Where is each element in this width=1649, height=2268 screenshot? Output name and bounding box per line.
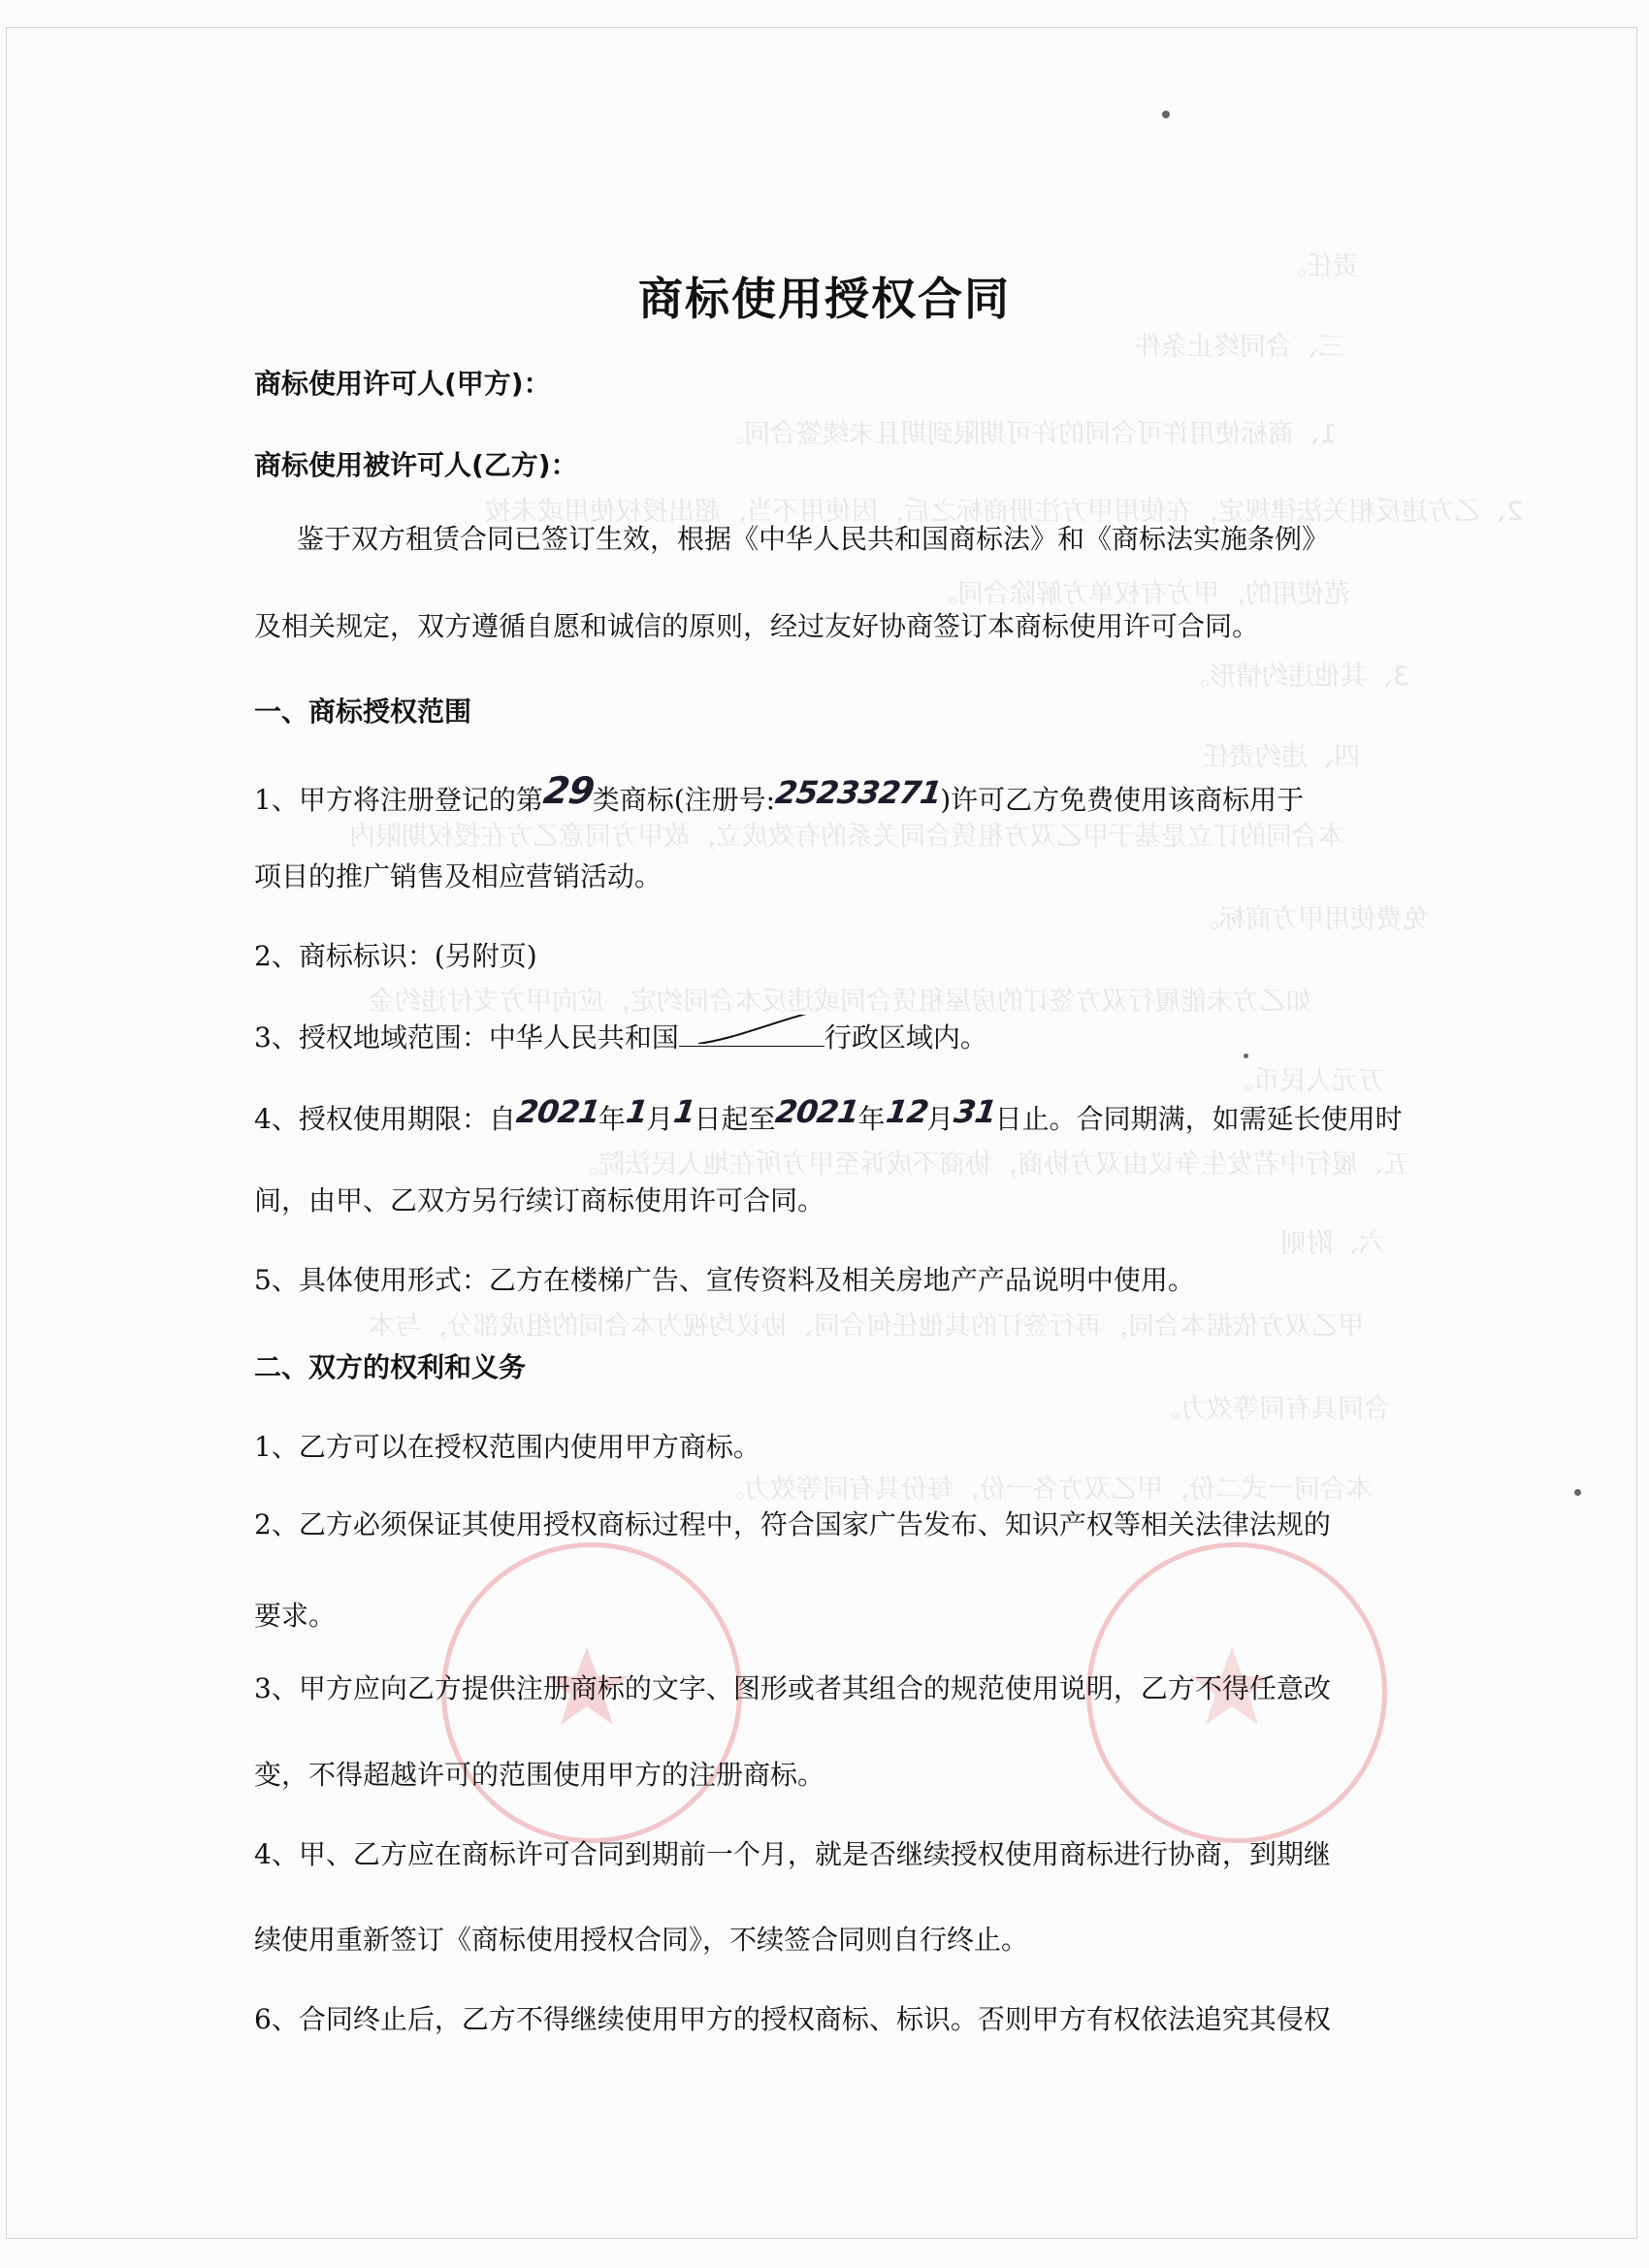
clause-2-3-line-1: 3、甲方应向乙方提供注册商标的文字、图形或者其组合的规范使用说明，乙方不得任意改 (254, 1672, 1331, 1704)
clause-1-1-prefix: 1、甲方将注册登记的第 (254, 784, 543, 816)
bleed-through-text: 如乙方未能履行双方签订的房屋租赁合同或违反本合同约定，应向甲方支付违约金 (369, 987, 1311, 1017)
clause-1-1-line-2: 项目的推广销售及相应营销活动。 (254, 860, 663, 892)
clause-2-4-line-2: 续使用重新签订《商标使用授权合同》，不续签合同则自行终止。 (254, 1924, 1029, 1956)
bleed-through-text: 五、履行中若发生争议由双方协商，协商不成诉至甲方所在地人民法院。 (572, 1150, 1410, 1180)
clause-1-5: 5、具体使用形式：乙方在楼梯广告、宣传资料及相关房地产产品说明中使用。 (254, 1264, 1195, 1296)
clause-1-4 (254, 1093, 1403, 1135)
scan-speck (1162, 111, 1170, 118)
clause-2-1: 1、乙方可以在授权范围内使用甲方商标。 (254, 1431, 760, 1463)
handwritten-registration-number: 25233271 (773, 774, 944, 811)
clause-2-4-line-1: 4、甲、乙方应在商标许可合同到期前一个月，就是否继续授权使用商标进行协商，到期继 (254, 1838, 1331, 1870)
intro-paragraph-line-1: 鉴于双方租赁合同已签订生效，根据《中华人民共和国商标法》和《商标法实施条例》 (297, 523, 1330, 555)
clause-2-3-line-2: 变，不得超越许可的范围使用甲方的注册商标。 (254, 1759, 825, 1791)
handwritten-trademark-class: 29 (540, 769, 597, 812)
bleed-through-text: 本合同的订立是基于甲乙双方租赁合同关系的有效成立，故甲方同意乙方在授权期限内 (349, 822, 1344, 852)
handwritten-start-month: 1 (624, 1093, 650, 1130)
handwritten-end-year: 2021 (773, 1093, 862, 1130)
bleed-through-text: 合同具有同等效力。 (1154, 1394, 1390, 1424)
bleed-through-text: 责任。 (1280, 251, 1359, 281)
clause-1-4-prefix: 4、授权使用期限：自 (254, 1103, 516, 1135)
clause-2-6-line-1: 6、合同终止后，乙方不得继续使用甲方的授权商标、标识。否则甲方有权依法追究其侵权 (254, 2003, 1331, 2035)
licensor-label: 商标使用许可人(甲方)： (254, 368, 551, 400)
bleed-through-text: 六、附则 (1280, 1229, 1385, 1259)
document-title: 商标使用授权合同 (638, 273, 1011, 325)
clause-1-1 (254, 769, 1305, 816)
bleed-through-text: 本合同一式二份，甲乙双方各一份，每份具有同等效力。 (718, 1474, 1373, 1505)
section-1-heading: 一、商标授权范围 (254, 696, 472, 728)
clause-1-3-suffix: 行政区域内。 (824, 1021, 987, 1053)
clause-1-1-suffix: )许可乙方免费使用该商标用于 (940, 784, 1305, 816)
handwritten-end-month: 12 (883, 1093, 930, 1130)
licensee-label: 商标使用被许可人(乙方)： (254, 449, 578, 481)
section-2-heading: 二、双方的权利和义务 (254, 1351, 527, 1383)
clause-1-3-prefix: 3、授权地域范围：中华人民共和国 (254, 1021, 679, 1053)
clause-1-3 (254, 1022, 987, 1052)
year-label: 年 (598, 1103, 626, 1135)
clause-1-4-suffix: 日止。合同期满，如需延长使用时 (994, 1103, 1403, 1135)
bleed-through-text: 3、其他违约情形。 (1183, 662, 1410, 692)
scan-speck (1244, 1053, 1248, 1058)
bleed-through-text: 范使用的，甲方有权单方解除合同。 (931, 579, 1350, 609)
clause-1-2: 2、商标标识：(另附页) (254, 940, 537, 972)
handwritten-start-day: 1 (671, 1093, 697, 1130)
clause-1-4-mid: 日起至 (694, 1103, 776, 1135)
bleed-through-text: 1、商标使用许可合同的许可期限到期且未续签合同。 (718, 419, 1338, 449)
scan-speck (1574, 1489, 1581, 1496)
clause-2-2-line-1: 2、乙方必须保证其使用授权商标过程中，符合国家广告发布、知识产权等相关法律法规的 (254, 1508, 1331, 1540)
bleed-through-text: 免费使用甲方商标。 (1193, 904, 1429, 934)
handwritten-end-day: 31 (952, 1093, 999, 1130)
month-label: 月 (646, 1103, 674, 1135)
bleed-through-text: 甲乙双方依据本合同，再行签订的其他任何合同、协议均视为本合同的组成部分，与本 (369, 1312, 1364, 1342)
bleed-through-text: 万元人民币。 (1227, 1066, 1384, 1096)
clause-1-1-mid: 类商标(注册号: (592, 784, 776, 816)
clause-1-4-line-2: 间，由甲、乙双方另行续订商标使用许可合同。 (254, 1184, 825, 1216)
month-label: 月 (926, 1103, 954, 1135)
handwritten-start-year: 2021 (514, 1093, 602, 1130)
bleed-through-text: 四、违约责任 (1203, 742, 1360, 772)
region-blank-slashed (679, 1022, 824, 1047)
bleed-through-text: 2、乙方违反相关法律规定，在使用甲方注册商标之后，因使用不当，超出授权使用或未按 (485, 497, 1524, 527)
clause-2-2-line-2: 要求。 (254, 1600, 337, 1632)
intro-paragraph-line-2: 及相关规定，双方遵循自愿和诚信的原则，经过友好协商签订本商标使用许可合同。 (254, 610, 1260, 642)
bleed-through-text: 三、合同终止条件 (1135, 332, 1344, 362)
year-label: 年 (857, 1103, 886, 1135)
